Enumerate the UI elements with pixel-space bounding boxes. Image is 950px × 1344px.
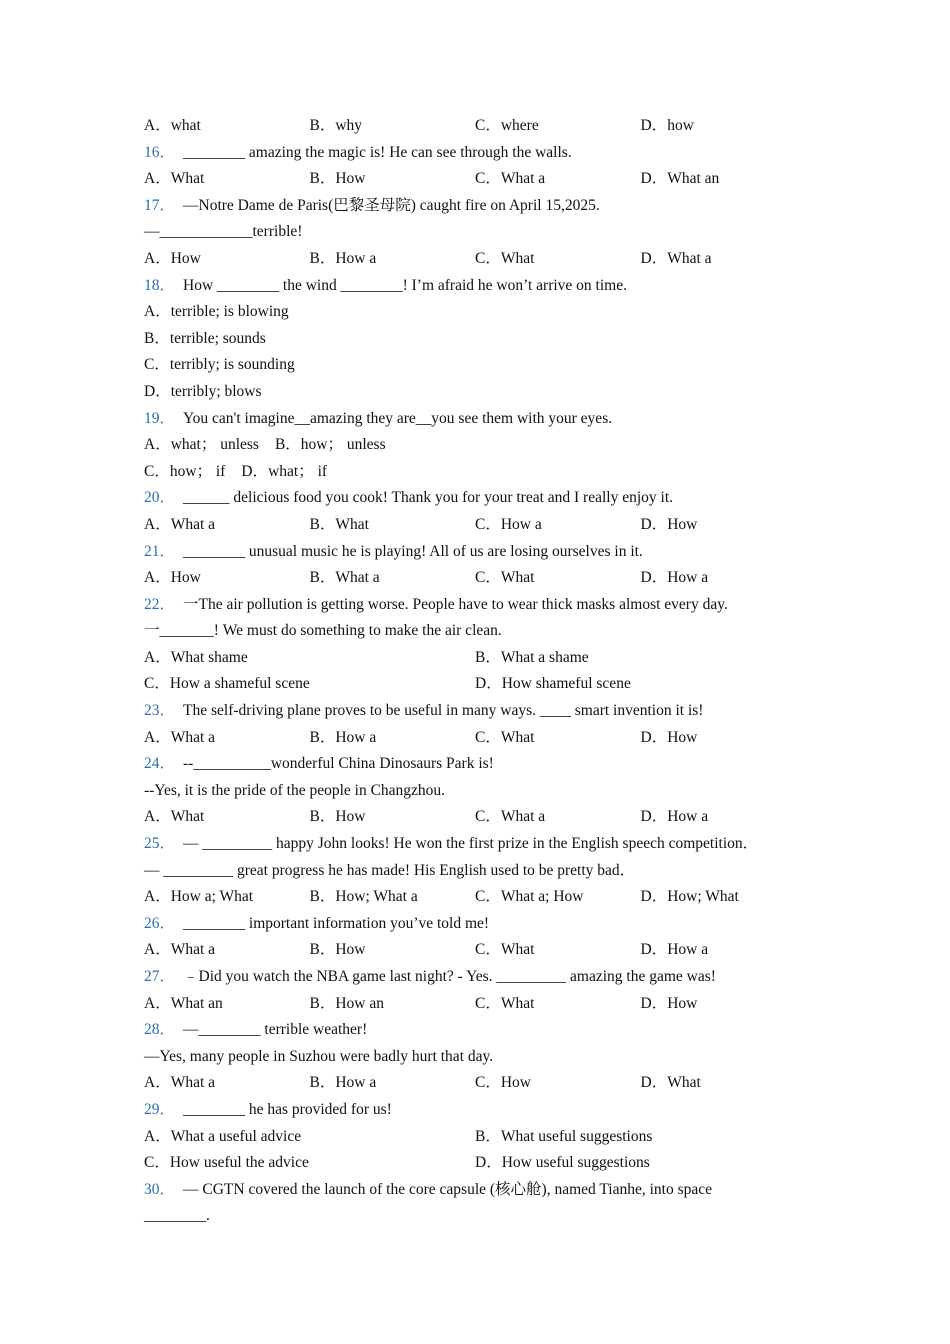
option: D．How shameful scene <box>475 675 631 693</box>
options-row <box>144 725 804 752</box>
option: D．terribly; blows <box>144 382 262 400</box>
option: B．How <box>309 808 366 826</box>
option: A．what <box>144 117 201 134</box>
options-row <box>144 1124 804 1151</box>
question-stem: 一The air pollution is getting worse. People have to wear thick masks almost every day. <box>183 595 728 613</box>
option: C．How useful the advice <box>144 1154 309 1172</box>
question-21 <box>144 539 804 566</box>
option: C．How a <box>475 515 542 533</box>
option: D．How <box>640 515 698 533</box>
question-22 <box>144 592 804 619</box>
question-26 <box>144 911 804 938</box>
question-19 <box>144 406 804 433</box>
option: A．What a useful advice <box>144 1127 302 1145</box>
question-stem-continued: — _________ great progress he has made! His English used to be pretty bad． <box>144 861 636 879</box>
question-30 <box>144 1177 804 1204</box>
question-stem: ________ unusual music he is playing! All of us are losing ourselves in it. <box>183 542 643 560</box>
options-row <box>144 937 804 964</box>
option: C．How <box>475 1074 531 1092</box>
option: A．How a; What <box>144 888 254 906</box>
option: B．What useful suggestions <box>475 1127 653 1145</box>
option: D．How; What <box>640 888 739 906</box>
question-number: 27． <box>144 968 176 985</box>
options-row <box>144 804 804 831</box>
option: A．What shame <box>144 648 248 666</box>
options-row <box>144 459 804 486</box>
question-stem: ﹣Did you watch the NBA game last night? - Yes. _________ amazing the game was! <box>183 968 716 985</box>
option: A．How <box>144 249 201 267</box>
question-stem: The self-driving plane proves to be useful in many ways. ____ smart invention it is! <box>183 702 704 720</box>
question-number: 29． <box>144 1100 176 1118</box>
question-28 <box>144 1017 804 1044</box>
option: B．why <box>309 117 363 134</box>
question-stem: ______ delicious food you cook! Thank you for your treat and I really enjoy it. <box>183 489 674 507</box>
question-17 <box>144 193 804 220</box>
options-row <box>144 246 804 273</box>
option: D．How useful suggestions <box>475 1154 650 1172</box>
question-stem: ________ amazing the magic is! He can see through the walls. <box>183 143 572 161</box>
options-row <box>144 1070 804 1097</box>
question-stem-continued: ________. <box>144 1207 210 1225</box>
question-number: 23． <box>144 702 176 720</box>
question-16 <box>144 140 804 167</box>
option: D．What an <box>640 170 720 188</box>
option: D．What <box>640 1074 701 1092</box>
question-20 <box>144 485 804 512</box>
options-row <box>144 671 804 698</box>
question-number: 16． <box>144 143 176 161</box>
options-row <box>144 645 804 672</box>
option: B．How a <box>309 728 377 746</box>
question-number: 25． <box>144 835 176 853</box>
option: C．What a <box>475 808 546 826</box>
option: C．terribly; is sounding <box>144 356 295 374</box>
option: A．What a <box>144 941 216 959</box>
option: C．how； if <box>144 462 226 480</box>
question-stem-continued: 一_______! We must do something to make the air clean. <box>144 622 502 640</box>
option: C．What <box>475 249 535 267</box>
question-29 <box>144 1097 804 1124</box>
option: D．How <box>640 728 698 746</box>
option: B．How; What a <box>309 888 418 906</box>
option: D．what； if <box>241 462 328 480</box>
question-23 <box>144 698 804 725</box>
question-stem-continued: —____________terrible! <box>144 223 303 241</box>
option: D．What a <box>640 249 712 267</box>
option: D．how <box>640 117 694 134</box>
option: B．How a <box>309 249 377 267</box>
question-number: 30． <box>144 1180 176 1198</box>
question-number: 26． <box>144 914 176 932</box>
option: A．What <box>144 808 205 826</box>
option: A．How <box>144 569 201 587</box>
option: C．What <box>475 569 535 587</box>
question-24 <box>144 751 804 778</box>
question-18 <box>144 273 804 300</box>
option: B．How <box>309 170 366 188</box>
option: B．How <box>309 941 366 959</box>
question-number: 22． <box>144 595 176 613</box>
question-stem: --__________wonderful China Dinosaurs Park is! <box>183 755 494 773</box>
option: D．How a <box>640 941 709 959</box>
option: C．What <box>475 728 535 746</box>
question-stem-continued: —Yes, many people in Suzhou were badly hurt that day. <box>144 1047 494 1065</box>
question-stem: You can't imagine__amazing they are__you see them with your eyes. <box>183 409 613 427</box>
options-row <box>144 991 804 1018</box>
options-row <box>144 432 804 459</box>
option: C．How a shameful scene <box>144 675 310 693</box>
question-stem-continued: --Yes, it is the pride of the people in Changzhou. <box>144 781 446 799</box>
question-stem: ________ he has provided for us! <box>183 1100 392 1118</box>
options-row <box>144 113 804 140</box>
options-row <box>144 884 804 911</box>
option: A．what； unless <box>144 436 259 454</box>
option: A．What an <box>144 994 223 1012</box>
question-stem: —________ terrible weather! <box>183 1021 368 1039</box>
question-27 <box>144 964 804 991</box>
question-number: 21． <box>144 542 176 560</box>
option: A．terrible; is blowing <box>144 303 289 321</box>
option: C．What a; How <box>475 888 584 906</box>
question-stem: —Notre Dame de Paris(巴黎圣母院) caught fire on April 15,2025. <box>183 196 600 214</box>
question-25 <box>144 831 804 858</box>
options-row <box>144 565 804 592</box>
option: C．What <box>475 994 535 1012</box>
question-stem: How ________ the wind ________! I’m afraid he won’t arrive on time. <box>183 276 627 294</box>
options-row <box>144 512 804 539</box>
question-number: 20． <box>144 489 176 507</box>
option: C．where <box>475 117 539 134</box>
option: B．How a <box>309 1074 377 1092</box>
option: A．What a <box>144 728 216 746</box>
option: B．What a shame <box>475 648 589 666</box>
option: C．What <box>475 941 535 959</box>
question-list <box>144 113 804 1230</box>
question-stem: — _________ happy John looks! He won the first prize in the English speech competition． <box>183 835 759 853</box>
option: A．What a <box>144 1074 216 1092</box>
question-number: 18． <box>144 276 176 294</box>
option: C．What a <box>475 170 546 188</box>
question-number: 24． <box>144 755 176 773</box>
question-stem: — CGTN covered the launch of the core capsule (核心舱), named Tianhe, into space <box>183 1180 713 1198</box>
options-row <box>144 166 804 193</box>
options-row <box>144 1150 804 1177</box>
option: B．What <box>309 515 369 533</box>
option: A．What a <box>144 515 216 533</box>
question-number: 19． <box>144 409 176 427</box>
question-number: 28． <box>144 1021 176 1039</box>
option: A．What <box>144 170 205 188</box>
option: B．How an <box>309 994 384 1012</box>
option: D．How <box>640 994 698 1012</box>
option: B．What a <box>309 569 380 587</box>
option: D．How a <box>640 808 709 826</box>
option: B．terrible; sounds <box>144 329 266 347</box>
option: D．How a <box>640 569 709 587</box>
option: B．how； unless <box>274 436 386 454</box>
question-number: 17． <box>144 196 176 214</box>
question-stem: ________ important information you’ve told me! <box>183 914 490 932</box>
